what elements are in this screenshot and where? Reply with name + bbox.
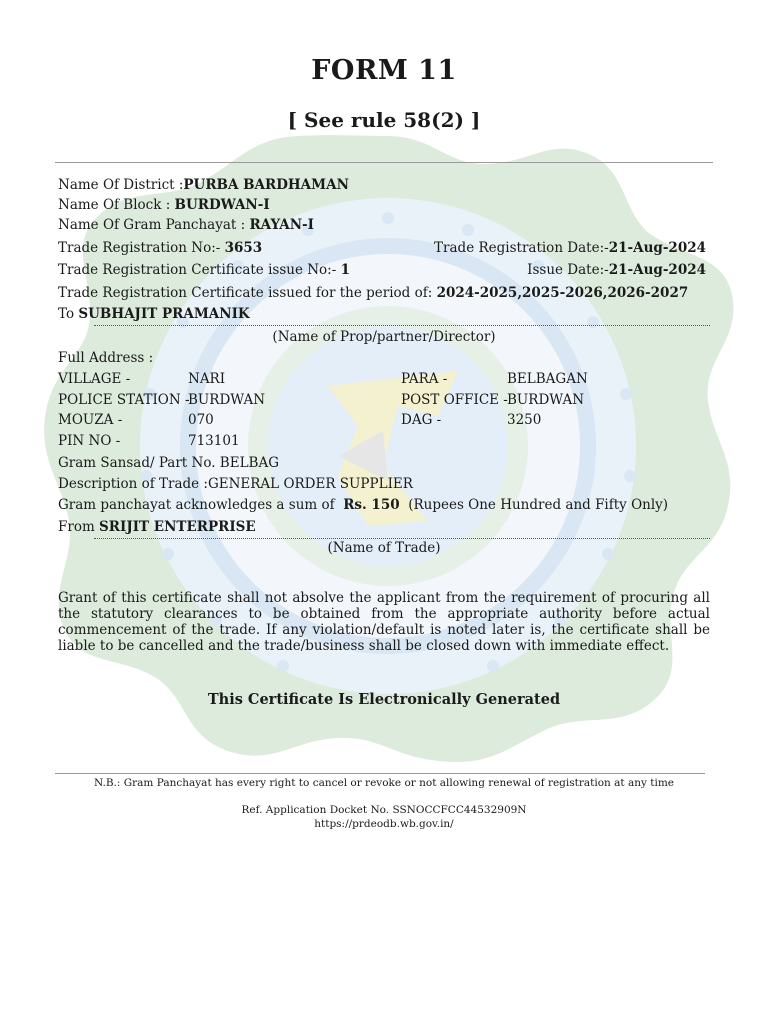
- block-label: Name Of Block :: [58, 197, 175, 213]
- mouza-label: MOUZA -: [58, 412, 123, 428]
- recipient-row: [58, 306, 250, 322]
- acknowledgement-text: Gram panchayat acknowledges a sum of: [58, 497, 339, 513]
- terms-paragraph: Grant of this certificate shall not absolve the applicant from the requirement of procuring all the statutory clearances to be obtained from the appropriate authority before actual commencement of the trade. If any violation/default is noted later is, the certificate shall be liable to be cancelled and the trade/business shall be closed down with immediate effect.: [58, 590, 710, 654]
- dag-value: 3250: [507, 412, 542, 428]
- full-address-heading: Full Address :: [58, 350, 154, 366]
- police-station-value: BURDWAN: [188, 392, 266, 408]
- recipient-name: SUBHAJIT PRAMANIK: [78, 306, 250, 322]
- trade-name-row: [58, 519, 256, 535]
- village-value: NARI: [188, 371, 226, 387]
- period-value: 2024-2025,2025-2026,2026-2027: [436, 285, 689, 301]
- block-row: [58, 197, 270, 213]
- website-url: https://prdeodb.wb.gov.in/: [314, 818, 454, 830]
- district-label: Name Of District :: [58, 177, 184, 193]
- period-label: Trade Registration Certificate issued for the period of:: [58, 285, 437, 301]
- gram-panchayat-label: Name Of Gram Panchayat :: [58, 217, 250, 233]
- district-row: [58, 177, 349, 193]
- trade-description: Description of Trade :GENERAL ORDER SUPPLIER: [58, 476, 413, 492]
- post-office-label: POST OFFICE -: [401, 392, 508, 408]
- registration-date-row: [434, 240, 706, 256]
- post-office-value: BURDWAN: [507, 392, 585, 408]
- issue-date-label: Issue Date:-: [527, 262, 609, 278]
- trade-dotted-line: [94, 538, 710, 539]
- electronic-notice: This Certificate Is Electronically Generated: [207, 691, 561, 708]
- recipient-label: To: [58, 306, 79, 322]
- police-station-label: POLICE STATION -: [58, 392, 190, 408]
- village-label: VILLAGE -: [58, 371, 131, 387]
- trade-caption: (Name of Trade): [327, 540, 441, 556]
- gram-panchayat-row: [58, 217, 314, 233]
- registration-number-label: Trade Registration No:-: [58, 240, 225, 256]
- registration-number-value: 3653: [224, 240, 263, 256]
- period-row: [58, 285, 688, 301]
- certificate-issue-value: 1: [340, 262, 350, 278]
- para-label: PARA -: [401, 371, 448, 387]
- certificate-issue-row: [58, 262, 350, 278]
- trade-name-value: SRIJIT ENTERPRISE: [99, 519, 256, 535]
- pin-value: 713101: [188, 433, 240, 449]
- docket-reference: Ref. Application Docket No. SSNOCCFCC44532909N: [241, 804, 527, 816]
- dag-label: DAG -: [401, 412, 442, 428]
- prop-caption: (Name of Prop/partner/Director): [272, 329, 496, 345]
- form-rule-reference: [ See rule 58(2) ]: [287, 108, 481, 132]
- form-title: FORM 11: [311, 55, 457, 86]
- recipient-dotted-line: [94, 325, 710, 326]
- registration-number-row: [58, 240, 262, 256]
- top-divider: [55, 162, 713, 163]
- certificate-issue-label: Trade Registration Certificate issue No:-: [58, 262, 341, 278]
- registration-date-label: Trade Registration Date:-: [434, 240, 609, 256]
- registration-date-value: 21-Aug-2024: [608, 240, 706, 256]
- gram-sansad: Gram Sansad/ Part No. BELBAG: [58, 455, 280, 471]
- trade-name-label: From: [58, 519, 100, 535]
- footer-divider: [55, 773, 705, 774]
- acknowledgement-row: [58, 497, 668, 513]
- amount-in-words: (Rupees One Hundred and Fifty Only): [408, 497, 669, 513]
- footer-note: N.B.: Gram Panchayat has every right to cancel or revoke or not allowing renewal of registration at any time: [93, 777, 675, 789]
- issue-date-row: [527, 262, 706, 278]
- pin-label: PIN NO -: [58, 433, 121, 449]
- gram-panchayat-value: RAYAN-I: [249, 217, 314, 233]
- para-value: BELBAGAN: [507, 371, 588, 387]
- mouza-value: 070: [188, 412, 214, 428]
- district-value: PURBA BARDHAMAN: [183, 177, 349, 193]
- issue-date-value: 21-Aug-2024: [608, 262, 706, 278]
- amount-value: Rs. 150: [343, 497, 400, 513]
- block-value: BURDWAN-I: [174, 197, 270, 213]
